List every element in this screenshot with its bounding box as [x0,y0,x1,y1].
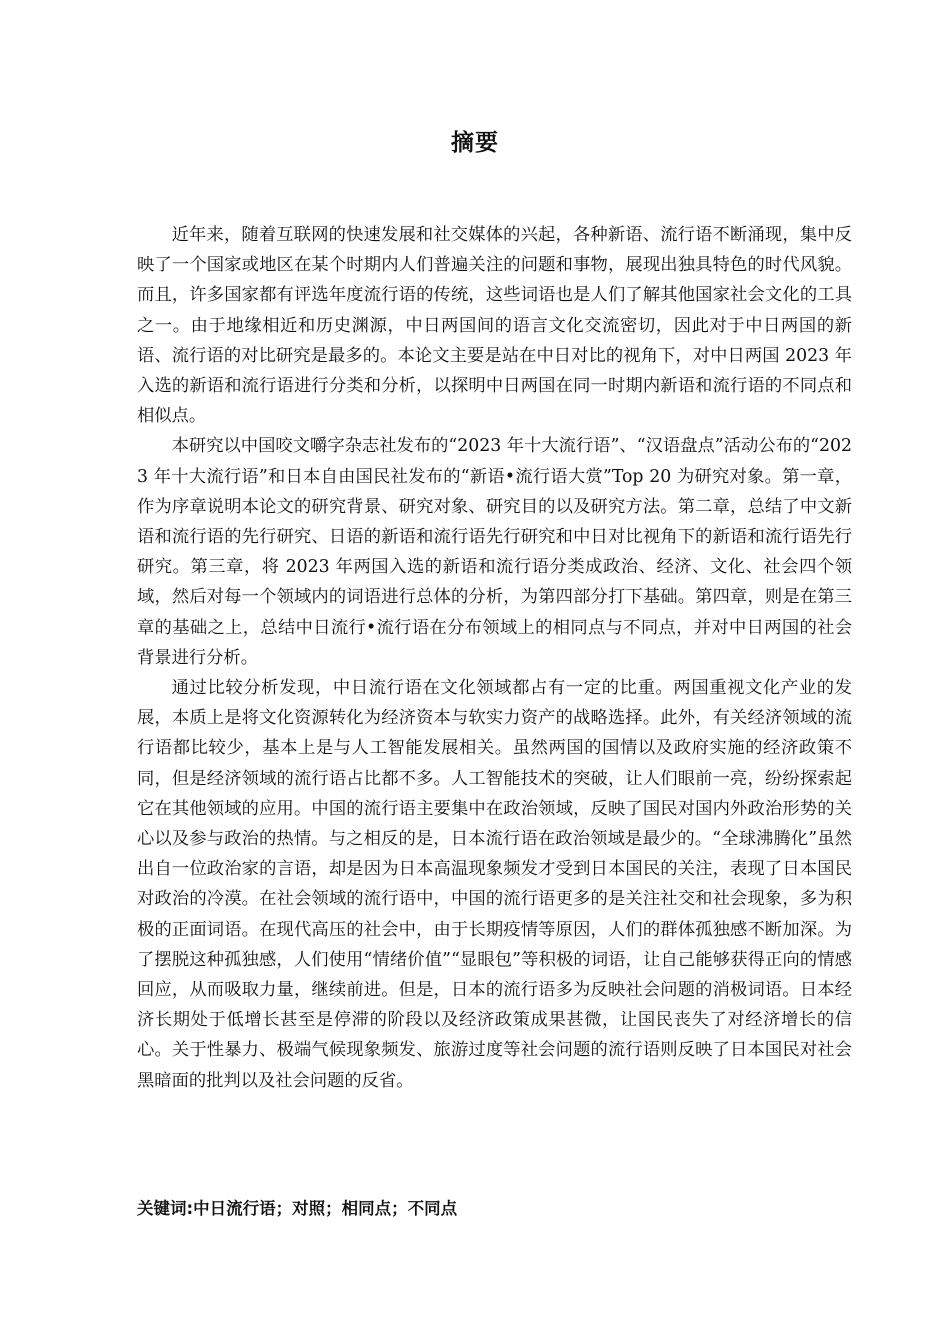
page-title: 摘要 [451,130,499,156]
paragraph-1: 近年来，随着互联网的快速发展和社交媒体的兴起，各种新语、流行语不断涌现，集中反映了一个国家或地区在某个时期内人们普遍关注的问题和事物，展现出独具特色的时代风貌。而且，许多国家都有评选年度流行语的传统，这些词语也是人们了解其他国家社会文化的工具之一。由于地缘相近和历史渊源，中日两国间的语言文化交流密切，因此对于中日两国的新语、流行语的对比研究是最多的。本论文主要是站在中日对比的视角下，对中日两国 2023 年入选的新语和流行语进行分类和分析，以探明中日两国在同一时期内新语和流行语的不同点和相似点。 [137,225,852,427]
keywords-line: 关键词:中日流行语；对照；相同点；不同点 [137,1199,458,1218]
abstract-body [137,220,852,1096]
paragraph-2: 本研究以中国咬文嚼字杂志社发布的“2023 年十大流行语”、“汉语盘点”活动公布的“2023 年十大流行语”和日本自由国民社发布的“新语•流行语大赏”Top 20 为研究对象。第一章，作为序章说明本论文的研究背景、研究对象、研究目的以及研究方法。第二章，总结了中文新语和流行语的先行研究、日语的新语和流行语先行研究和中日对比视角下的新语和流行语先行研究。第三章，将 2023 年两国入选的新语和流行语分类成政治、经济、文化、社会四个领域，然后对每一个领域内的词语进行总体的分析，为第四部分打下基础。第四章，则是在第三章的基础之上，总结中日流行•流行语在分布领域上的相同点与不同点，并对中日两国的社会背景进行分析。 [137,436,852,668]
paragraph-3: 通过比较分析发现，中日流行语在文化领域都占有一定的比重。两国重视文化产业的发展，本质上是将文化资源转化为经济资本与软实力资产的战略选择。此外，有关经济领域的流行语都比较少，基本上是与人工智能发展相关。虽然两国的国情以及政府实施的经济政策不同，但是经济领域的流行语占比都不多。人工智能技术的突破，让人们眼前一亮，纷纷探索起它在其他领域的应用。中国的流行语主要集中在政治领域，反映了国民对国内外政治形势的关心以及参与政治的热情。与之相反的是，日本流行语在政治领域是最少的。“全球沸腾化”虽然出自一位政治家的言语，却是因为日本高温现象频发才受到日本国民的关注，表现了日本国民对政治的冷漠。在社会领域的流行语中，中国的流行语更多的是关注社交和社会现象，多为积极的正面词语。在现代高压的社会中，由于长期疫情等原因，人们的群体孤独感不断加深。为了摆脱这种孤独感，人们使用“情绪价值”“显眼包”等积极的词语，让自己能够获得正向的情感回应，从而吸取力量，继续前进。但是，日本的流行语多为反映社会问题的消极词语。日本经济长期处于低增长甚至是停滞的阶段以及经济政策成果甚微，让国民丧失了对经济增长的信心。关于性暴力、极端气候现象频发、旅游过度等社会问题的流行语则反映了日本国民对社会黑暗面的批判以及社会问题的反省。 [137,678,852,1091]
